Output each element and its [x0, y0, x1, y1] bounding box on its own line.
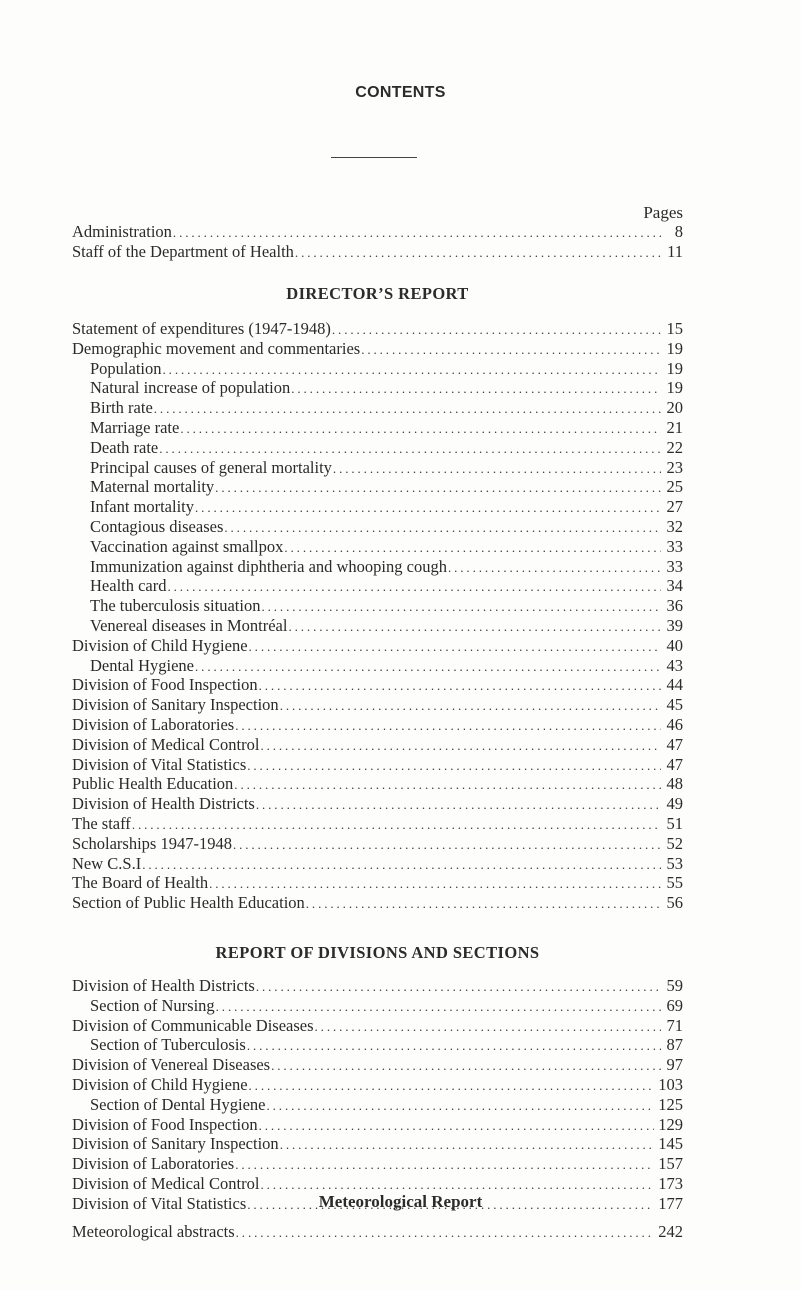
dot-leader [295, 243, 661, 263]
toc-entry [72, 1095, 683, 1115]
toc-entry-page: 39 [666, 615, 683, 635]
dot-leader [260, 736, 661, 756]
toc-entry-page: 43 [666, 655, 683, 675]
dot-leader [271, 1056, 661, 1076]
pages-column-header: Pages [643, 203, 683, 222]
toc-entry [72, 319, 683, 339]
toc-entry-label: Infant mortality [90, 497, 195, 517]
dot-leader [142, 855, 661, 875]
toc-entry-page: 125 [658, 1094, 683, 1114]
toc-entry-label: Division of Vital Statistics [72, 1193, 247, 1213]
dot-leader [236, 1223, 655, 1243]
dot-leader [332, 320, 661, 340]
dot-leader [259, 1116, 655, 1136]
toc-entry [72, 1134, 683, 1154]
toc-entry-label: Staff of the Department of Health [72, 241, 294, 261]
dot-leader [291, 379, 661, 399]
dot-leader [249, 1076, 655, 1096]
toc-entry-page: 103 [658, 1074, 683, 1094]
toc-entry [72, 755, 683, 775]
toc-entry-page: 27 [666, 497, 683, 517]
toc-entry-page: 8 [674, 222, 683, 241]
toc-entry-page: 87 [666, 1035, 683, 1055]
toc-entry [72, 715, 683, 735]
toc-entry-label: Division of Sanitary Inspection [72, 695, 279, 715]
toc-entry [72, 438, 683, 458]
divisions-heading: REPORT OF DIVISIONS AND SECTIONS [215, 943, 540, 962]
toc-entry-label: Principal causes of general mortality [90, 457, 332, 477]
toc-entry-page: 55 [666, 873, 683, 893]
toc-entry-page: 52 [666, 833, 683, 853]
toc-entry [72, 242, 683, 262]
intro-list [72, 222, 683, 262]
dot-leader [180, 419, 661, 439]
dot-leader [173, 223, 661, 243]
toc-entry [72, 1115, 683, 1135]
toc-entry-page: 48 [666, 774, 683, 794]
dot-leader [168, 577, 662, 597]
toc-entry [72, 222, 683, 242]
dot-leader [132, 815, 661, 835]
toc-entry-page: 33 [666, 556, 683, 576]
meteorological-list [72, 1222, 683, 1242]
toc-entry [72, 497, 683, 517]
director-report-list [72, 319, 683, 913]
dot-leader [233, 835, 661, 855]
toc-entry [72, 596, 683, 616]
toc-entry [72, 854, 683, 874]
toc-entry-label: Administration [72, 222, 172, 241]
dot-leader [267, 1096, 655, 1116]
toc-entry-page: 40 [666, 635, 683, 655]
dot-leader [448, 558, 661, 578]
toc-entry [72, 656, 683, 676]
dot-leader [195, 657, 661, 677]
toc-entry-page: 173 [658, 1173, 683, 1193]
toc-entry-label: Division of Sanitary Inspection [72, 1134, 279, 1154]
toc-entry-label: Section of Dental Hygiene [90, 1094, 266, 1114]
toc-entry-page: 44 [666, 675, 683, 695]
toc-entry-label: Division of Venereal Diseases [72, 1055, 271, 1075]
toc-entry [72, 695, 683, 715]
toc-entry-page: 242 [658, 1222, 683, 1241]
toc-entry-page: 34 [666, 576, 683, 596]
toc-entry-page: 177 [658, 1193, 683, 1213]
toc-entry-label: Division of Child Hygiene [72, 1074, 248, 1094]
toc-entry [72, 1016, 683, 1036]
toc-entry-label: Division of Food Inspection [72, 1114, 258, 1134]
toc-entry [72, 636, 683, 656]
dot-leader [259, 676, 661, 696]
toc-entry [72, 814, 683, 834]
toc-entry-page: 145 [658, 1134, 683, 1154]
toc-entry [72, 774, 683, 794]
toc-entry-label: Division of Medical Control [72, 734, 260, 754]
toc-entry-label: Division of Laboratories [72, 1154, 235, 1174]
toc-entry-page: 69 [666, 995, 683, 1015]
toc-entry-label: Maternal mortality [90, 477, 215, 497]
page-title: CONTENTS [355, 84, 446, 101]
dot-leader [306, 894, 661, 914]
toc-entry-page: 157 [658, 1154, 683, 1174]
toc-entry-page: 59 [666, 976, 683, 995]
toc-entry-label: Birth rate [90, 398, 153, 418]
toc-entry-page: 22 [666, 437, 683, 457]
toc-entry-page: 21 [666, 417, 683, 437]
toc-entry-label: Division of Communicable Diseases [72, 1015, 314, 1035]
toc-entry-label: Health card [90, 576, 167, 596]
toc-entry-label: Section of Nursing [90, 995, 215, 1015]
toc-entry-label: Division of Food Inspection [72, 675, 258, 695]
toc-entry-label: Population [90, 358, 162, 378]
toc-entry-label: Division of Health Districts [72, 976, 255, 995]
toc-entry [72, 834, 683, 854]
toc-entry [72, 418, 683, 438]
toc-entry [72, 1035, 683, 1055]
toc-entry-page: 33 [666, 536, 683, 556]
toc-entry-label: Division of Health Districts [72, 794, 255, 814]
toc-entry [72, 996, 683, 1016]
toc-entry [72, 557, 683, 577]
dot-leader [256, 977, 661, 997]
dot-leader [234, 775, 661, 795]
toc-entry [72, 517, 683, 537]
title-divider [331, 157, 417, 158]
toc-entry [72, 537, 683, 557]
dot-leader [235, 716, 661, 736]
toc-entry [72, 1222, 683, 1242]
dot-leader [280, 696, 661, 716]
toc-entry-label: Division of Medical Control [72, 1173, 260, 1193]
toc-entry-label: The tuberculosis situation [90, 596, 261, 616]
toc-entry-page: 47 [666, 754, 683, 774]
toc-entry [72, 893, 683, 913]
toc-entry [72, 359, 683, 379]
toc-entry [72, 398, 683, 418]
dot-leader [195, 498, 661, 518]
toc-entry-page: 20 [666, 398, 683, 418]
dot-leader [249, 637, 661, 657]
toc-entry-page: 36 [666, 596, 683, 616]
toc-entry-page: 11 [667, 241, 683, 261]
toc-entry-label: Scholarships 1947-1948 [72, 833, 232, 853]
dot-leader [280, 1135, 655, 1155]
director-report-heading: DIRECTOR’S REPORT [286, 284, 469, 303]
toc-entry-label: Marriage rate [90, 417, 180, 437]
toc-entry [72, 675, 683, 695]
toc-entry-page: 32 [666, 516, 683, 536]
toc-entry-label: The Board of Health [72, 873, 209, 893]
toc-entry-page: 19 [666, 358, 683, 378]
toc-entry-page: 46 [666, 714, 683, 734]
toc-entry-page: 19 [666, 378, 683, 398]
toc-entry-label: Division of Child Hygiene [72, 635, 248, 655]
toc-entry [72, 616, 683, 636]
toc-entry [72, 873, 683, 893]
toc-entry-label: Death rate [90, 437, 159, 457]
toc-entry-page: 51 [666, 813, 683, 833]
divisions-list [72, 976, 683, 1214]
dot-leader [215, 478, 661, 498]
toc-entry-label: Contagious diseases [90, 516, 224, 536]
toc-entry-label: Dental Hygiene [90, 655, 195, 675]
toc-entry-page: 53 [666, 853, 683, 873]
dot-leader [315, 1017, 661, 1037]
dot-leader [261, 597, 661, 617]
toc-entry-page: 25 [666, 477, 683, 497]
toc-entry-page: 129 [658, 1114, 683, 1134]
dot-leader [216, 997, 661, 1017]
toc-entry [72, 735, 683, 755]
toc-entry [72, 576, 683, 596]
toc-entry [72, 1174, 683, 1194]
dot-leader [163, 360, 661, 380]
dot-leader [247, 756, 661, 776]
dot-leader [288, 617, 661, 637]
toc-entry [72, 477, 683, 497]
dot-leader [256, 795, 661, 815]
toc-entry-label: Division of Laboratories [72, 714, 235, 734]
dot-leader [333, 459, 661, 479]
dot-leader [209, 874, 661, 894]
toc-entry [72, 976, 683, 996]
toc-entry [72, 378, 683, 398]
dot-leader [154, 399, 661, 419]
toc-entry-page: 71 [666, 1015, 683, 1035]
toc-entry-label: New C.S.I [72, 853, 142, 873]
toc-entry-label: Vaccination against smallpox [90, 536, 284, 556]
toc-entry-label: Section of Public Health Education [72, 893, 305, 913]
toc-entry-page: 56 [666, 893, 683, 913]
dot-leader [284, 538, 661, 558]
toc-entry-page: 49 [666, 794, 683, 814]
toc-entry-label: Natural increase of population [90, 378, 291, 398]
dot-leader [159, 439, 661, 459]
toc-entry-page: 97 [666, 1055, 683, 1075]
toc-entry-page: 19 [666, 338, 683, 358]
toc-entry [72, 794, 683, 814]
toc-entry-page: 15 [666, 319, 683, 338]
toc-entry-label: Venereal diseases in Montréal [90, 615, 288, 635]
meteorological-heading: Meteorological Report [318, 1192, 483, 1211]
toc-entry-label: Immunization against diphtheria and whooping cough [90, 556, 447, 576]
toc-entry [72, 458, 683, 478]
toc-entry-label: Public Health Education [72, 774, 234, 794]
toc-entry-label: Demographic movement and commentaries [72, 338, 361, 358]
toc-entry [72, 1075, 683, 1095]
toc-entry [72, 1154, 683, 1174]
toc-entry [72, 1055, 683, 1075]
toc-entry-label: The staff [72, 813, 131, 833]
dot-leader [235, 1155, 654, 1175]
toc-entry-page: 45 [666, 695, 683, 715]
toc-entry-label: Section of Tuberculosis [90, 1035, 246, 1055]
toc-entry-page: 23 [666, 457, 683, 477]
toc-entry [72, 339, 683, 359]
dot-leader [361, 340, 661, 360]
dot-leader [247, 1036, 661, 1056]
toc-entry-label: Division of Vital Statistics [72, 754, 247, 774]
toc-entry-page: 47 [666, 734, 683, 754]
dot-leader [224, 518, 661, 538]
toc-entry-label: Statement of expenditures (1947-1948) [72, 319, 331, 338]
toc-entry-label: Meteorological abstracts [72, 1222, 235, 1241]
